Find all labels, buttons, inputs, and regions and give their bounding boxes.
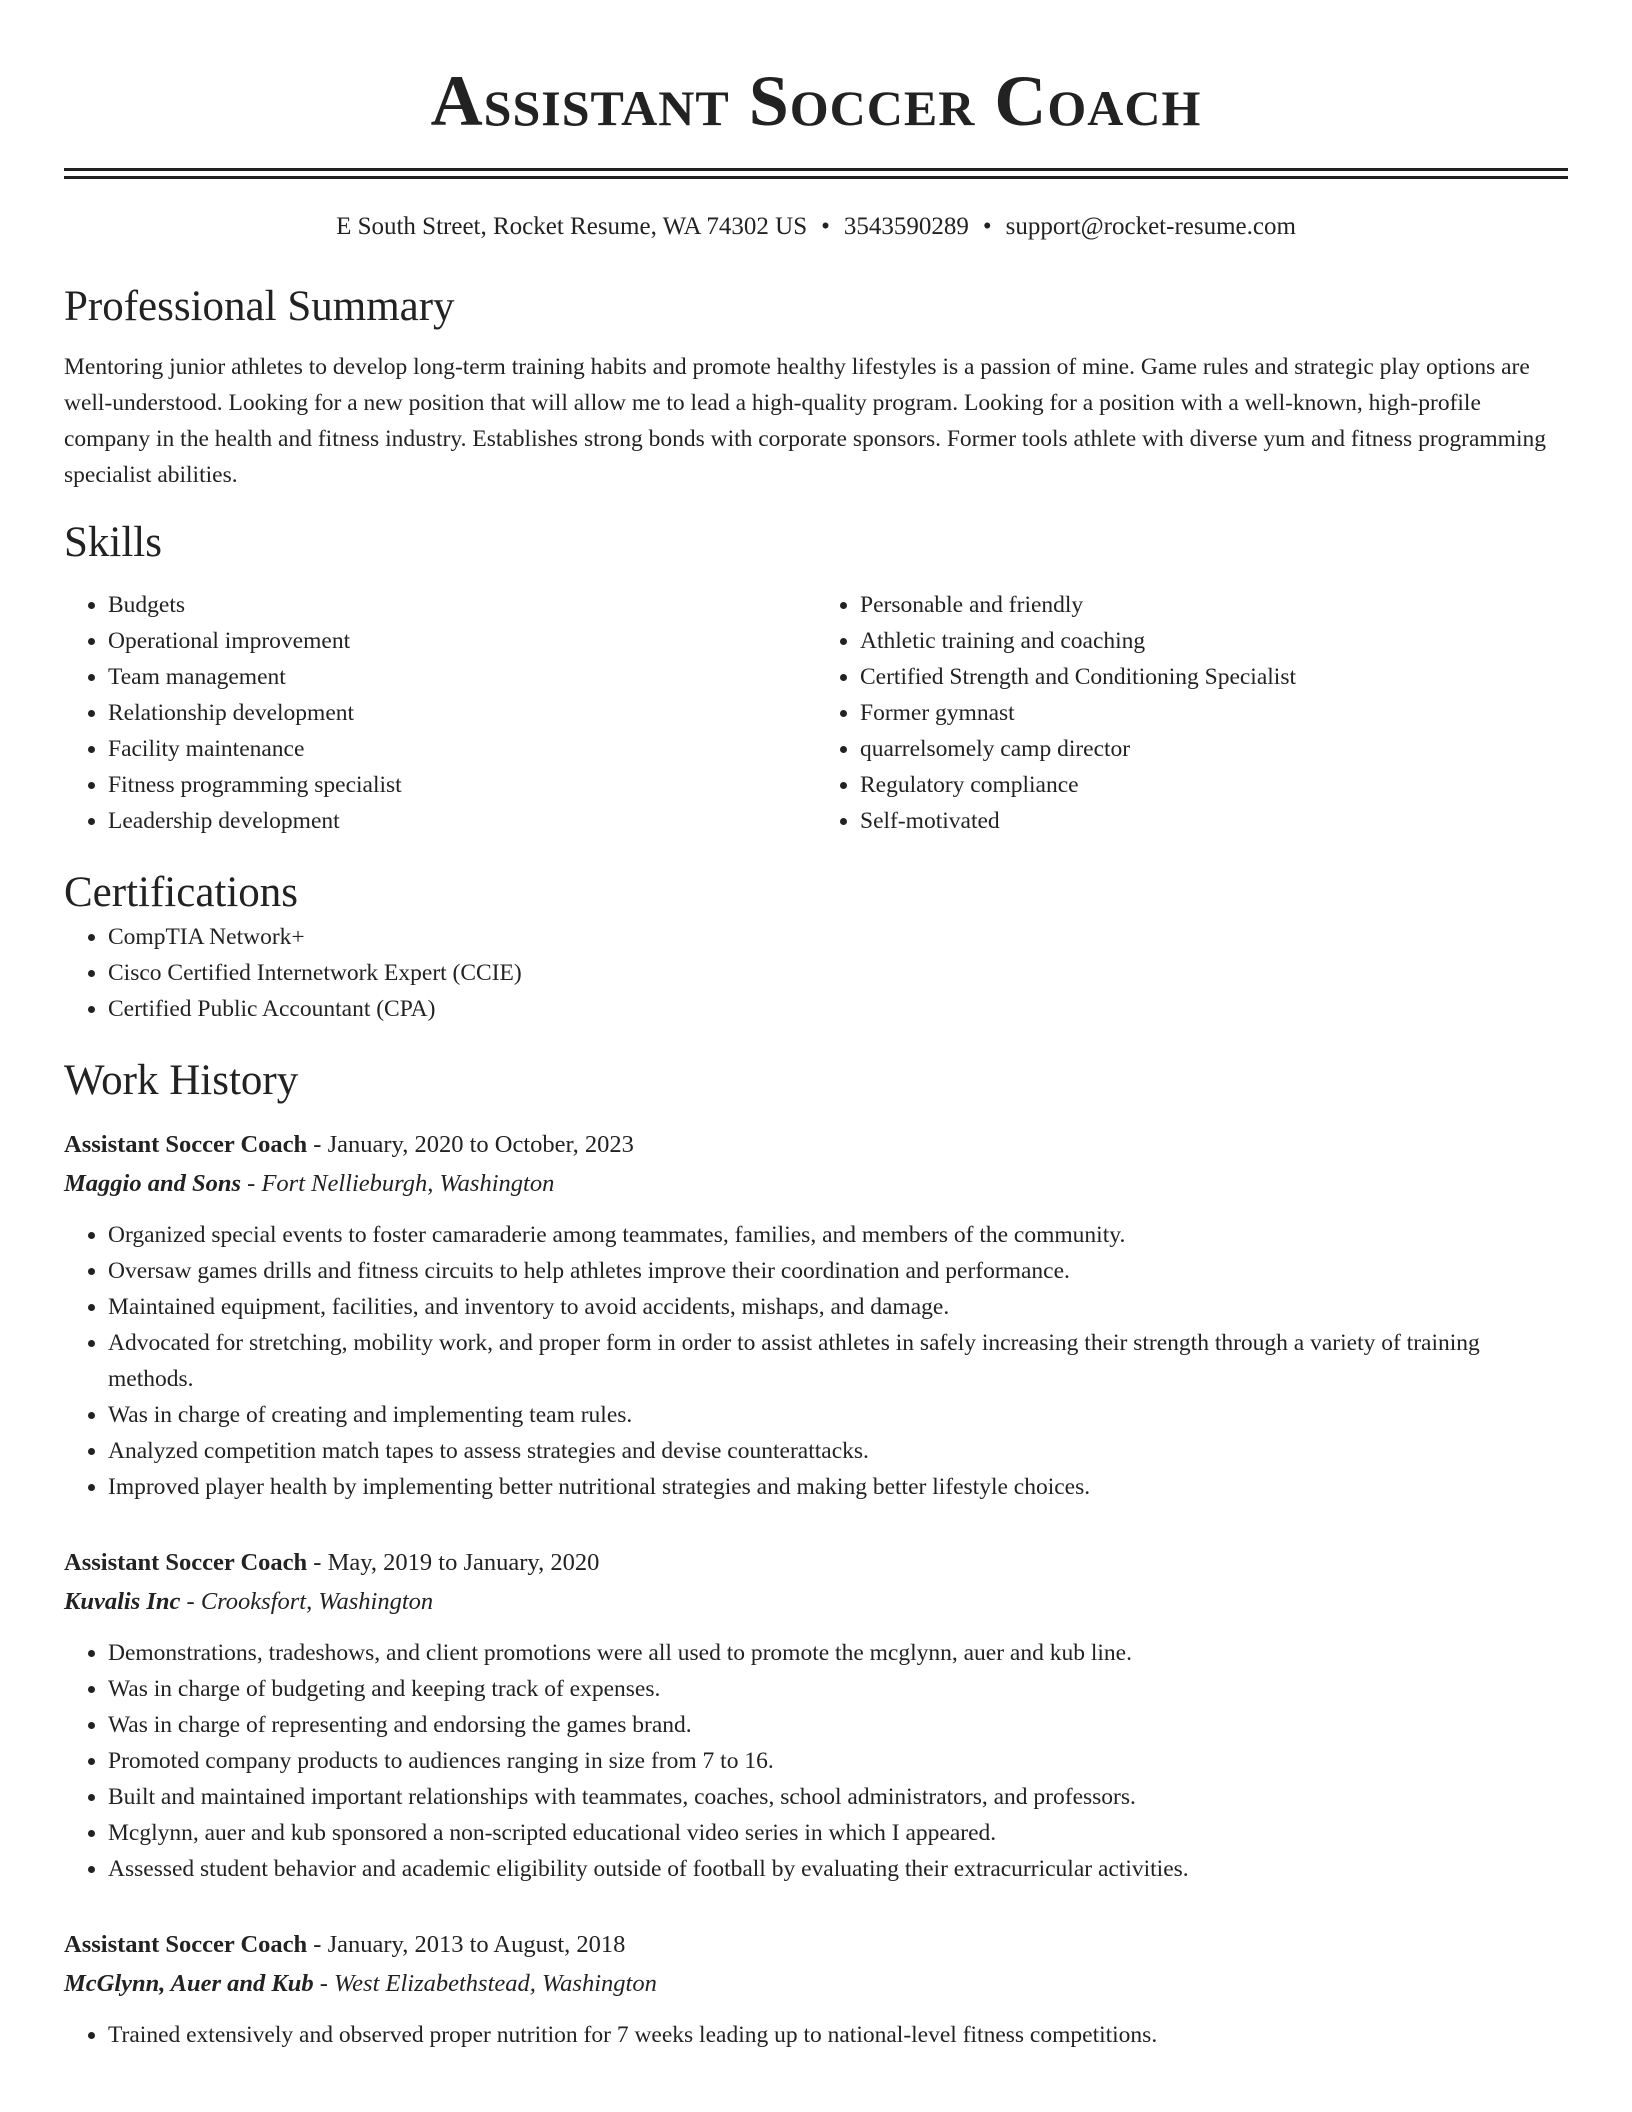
job-bullet: • Analyzed competition match tapes to assess strategies and devise counterattacks. [108, 1433, 1568, 1469]
job-dash: - [241, 1170, 262, 1197]
job-dash: - [313, 1970, 335, 1997]
contact-phone: 3543590289 [843, 213, 969, 240]
job-location: Fort Nellieburgh, Washington [261, 1170, 555, 1197]
skill-item: • Team management [108, 659, 816, 695]
section-work-history [64, 1055, 1568, 2053]
job-company: Maggio and Sons [64, 1170, 242, 1197]
job-title: Assistant Soccer Coach [64, 1549, 308, 1576]
job-location: West Elizabethstead, Washington [334, 1970, 657, 1997]
job-dash: - [307, 1549, 328, 1576]
job-company-line [64, 1965, 1568, 2003]
section-certifications [64, 867, 1568, 1027]
job-bullet: • Improved player health by implementing better nutritional strategies and making better lifestyle choices. [108, 1469, 1568, 1505]
job-bullets [64, 1635, 1568, 1887]
section-heading: Professional Summary [64, 283, 455, 330]
skill-item: • Budgets [108, 587, 816, 623]
job-title-line [64, 1925, 1568, 1965]
skill-item: • Personable and friendly [860, 587, 1568, 623]
contact-email: support@rocket-resume.com [1005, 213, 1296, 240]
job-dates: January, 2020 to October, 2023 [327, 1131, 634, 1158]
job-entry [64, 1125, 1568, 1505]
job-dates: January, 2013 to August, 2018 [327, 1931, 626, 1958]
job-bullet: • Was in charge of representing and endorsing the games brand. [108, 1707, 1568, 1743]
job-bullet: • Organized special events to foster camaraderie among teammates, families, and members of the community. [108, 1217, 1568, 1253]
resume-name: Assistant Soccer Coach [430, 61, 1202, 141]
job-bullet: • Trained extensively and observed proper nutrition for 7 weeks leading up to national-level fitness competitions. [108, 2017, 1568, 2053]
section-heading: Work History [64, 1057, 299, 1104]
job-location: Crooksfort, Washington [200, 1588, 434, 1615]
job-bullet: • Promoted company products to audiences ranging in size from 7 to 16. [108, 1743, 1568, 1779]
contact-address: E South Street, Rocket Resume, WA 74302 US [336, 213, 808, 240]
job-company: Kuvalis Inc [64, 1588, 181, 1615]
job-bullet: • Assessed student behavior and academic eligibility outside of football by evaluating their extracurricular activities. [108, 1851, 1568, 1887]
jobs-list [64, 1125, 1568, 2053]
skill-item: • Self-motivated [860, 803, 1568, 839]
job-bullets [64, 1217, 1568, 1505]
skill-item: • Facility maintenance [108, 731, 816, 767]
job-bullet: • Was in charge of budgeting and keeping track of expenses. [108, 1671, 1568, 1707]
skill-item: • quarrelsomely camp director [860, 731, 1568, 767]
job-bullet: • Was in charge of creating and implementing team rules. [108, 1397, 1568, 1433]
section-heading: Certifications [64, 869, 299, 916]
job-entry [64, 1925, 1568, 2053]
header-double-rule [64, 168, 1568, 179]
summary-text: Mentoring junior athletes to develop long-term training habits and promote healthy lifestyles is a passion of mine. Game rules and strategic play options are well-understood. Looking for a new position that will allow me to lead a high-quality program. Looking for a position with a well-known, high-profile company in the health and fitness industry. Establishes strong bonds with corporate sponsors. Former tools athlete with diverse yum and fitness programming specialist abilities. [64, 354, 1546, 488]
section-professional-summary [64, 281, 1568, 493]
contact-line [64, 209, 1568, 245]
certification-item: • Cisco Certified Internetwork Expert (CCIE) [108, 955, 1568, 991]
job-company-line [64, 1165, 1568, 1203]
skills-grid [64, 587, 1568, 839]
skill-item: • Operational improvement [108, 623, 816, 659]
job-dates: May, 2019 to January, 2020 [327, 1549, 600, 1576]
job-bullet: • Mcglynn, auer and kub sponsored a non-scripted educational video series in which I appeared. [108, 1815, 1568, 1851]
section-skills [64, 517, 1568, 839]
job-company: McGlynn, Auer and Kub [64, 1970, 314, 1997]
skill-item: • Former gymnast [860, 695, 1568, 731]
skill-item: • Leadership development [108, 803, 816, 839]
certifications-list [64, 919, 1568, 1027]
contact-separator: • [821, 213, 830, 240]
job-bullet: • Advocated for stretching, mobility work, and proper form in order to assist athletes in safely increasing their strength through a variety of training methods. [108, 1325, 1568, 1397]
job-dash: - [307, 1131, 328, 1158]
section-heading: Skills [64, 519, 162, 566]
skill-item: • Certified Strength and Conditioning Specialist [860, 659, 1568, 695]
job-dash: - [307, 1931, 328, 1958]
contact-separator: • [982, 213, 992, 240]
skill-item: • Fitness programming specialist [108, 767, 816, 803]
job-bullet: • Demonstrations, tradeshows, and client promotions were all used to promote the mcglynn, auer and kub line. [108, 1635, 1568, 1671]
job-dash: - [180, 1588, 201, 1615]
skills-list-right [816, 587, 1568, 839]
skill-item: • Athletic training and coaching [860, 623, 1568, 659]
job-title: Assistant Soccer Coach [64, 1931, 308, 1958]
job-entry [64, 1543, 1568, 1887]
certification-item: • CompTIA Network+ [108, 919, 1568, 955]
skill-item: • Regulatory compliance [860, 767, 1568, 803]
skill-item: • Relationship development [108, 695, 816, 731]
job-bullet: • Maintained equipment, facilities, and inventory to avoid accidents, mishaps, and damage. [108, 1289, 1568, 1325]
job-bullets [64, 2017, 1568, 2053]
job-bullet: • Built and maintained important relationships with teammates, coaches, school administrators, and professors. [108, 1779, 1568, 1815]
job-company-line [64, 1583, 1568, 1621]
job-title: Assistant Soccer Coach [64, 1131, 308, 1158]
certification-item: • Certified Public Accountant (CPA) [108, 991, 1568, 1027]
job-title-line [64, 1125, 1568, 1165]
job-bullet: • Oversaw games drills and fitness circuits to help athletes improve their coordination and performance. [108, 1253, 1568, 1289]
job-title-line [64, 1543, 1568, 1583]
skills-list-left [64, 587, 816, 839]
